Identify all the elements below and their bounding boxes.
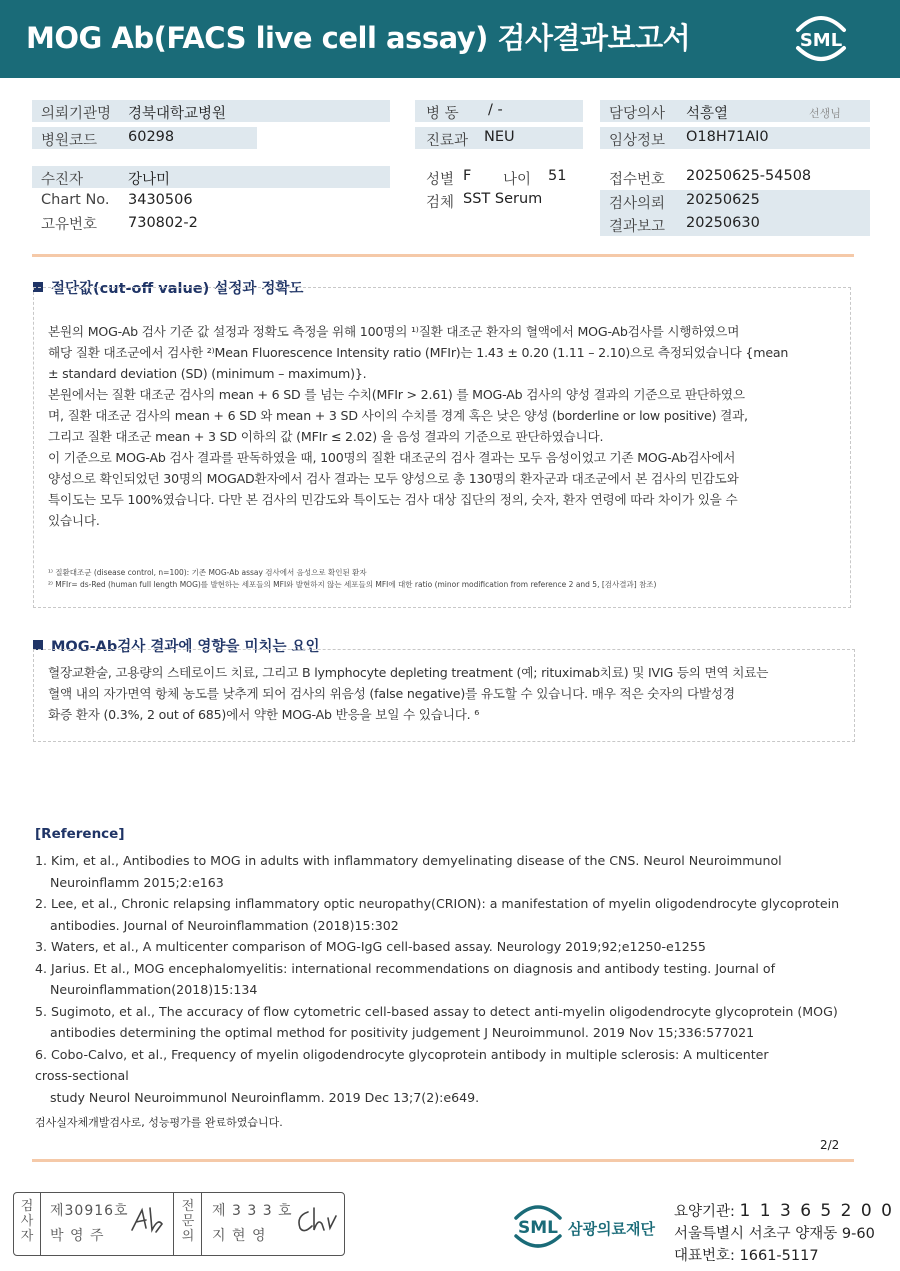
reference-line: 6. Cobo-Calvo, et al., Frequency of myelin oligodendrocyte glycoprotein antibody in multiple sclerosis: A multicenter — [35, 1046, 769, 1062]
section1-body — [48, 321, 838, 531]
section1-line: 그리고 질환 대조군 mean + 3 SD 이하의 값 (MFIr ≤ 2.02) 을 음성 결과의 기준으로 판단하였습니다. — [48, 429, 604, 444]
institution-value: 경북대학교병원 — [128, 106, 227, 122]
header-logo-text: SML — [799, 30, 843, 51]
signature-left-name: 박 영 주 — [50, 1228, 105, 1244]
divider-bottom — [32, 1159, 854, 1162]
reference-line: 3. Waters, et al., A multicenter comparison of MOG-IgG cell-based assay. Neurology 2019;92;e1250-e1255 — [35, 939, 706, 954]
section1-title-text: 절단값(cut-off value) 설정과 정확도 — [51, 281, 304, 297]
reference-line: 5. Sugimoto, et al., The accuracy of flow cytometric cell-based assay to detect anti-myelin oligodendrocyte glycoprotein (MOG) — [35, 1003, 838, 1019]
reference-line: 2. Lee, et al., Chronic relapsing inflammatory optic neuropathy(CRION): a manifestation of myelin oligodendrocyte glycoprotein — [35, 896, 840, 911]
patient-label: 수진자 — [41, 172, 84, 188]
doctor-suffix: 선생님 — [809, 107, 841, 120]
specimen-label: 검체 — [426, 195, 455, 211]
reference-list — [35, 850, 855, 1108]
reference-line: cross-sectional — [35, 1068, 129, 1083]
ward-value: / - — [488, 102, 503, 118]
signature-right-license: 제 3 3 3 호 — [212, 1203, 293, 1219]
sml-footer-logo-icon — [510, 1200, 566, 1252]
reference-title: [Reference] — [35, 826, 125, 842]
section1-line: 양성으로 확인되었던 30명의 MOGAD환자에서 검사 결과는 모두 양성으로 총 130명의 환자군과 대조군에서 본 검사의 민감도와 — [48, 471, 739, 486]
id-label: 고유번호 — [41, 217, 98, 233]
reference-line: 1. Kim, et al., Antibodies to MOG in adults with inflammatory demyelinating disease of the CNS. Neurol Neuroimmunol — [35, 853, 782, 868]
doctor-label: 담당의사 — [609, 106, 666, 122]
organization-address: 서울특별시 서초구 양재동 9-60 — [674, 1226, 875, 1242]
signature-left-label — [16, 1199, 38, 1244]
signature-divider — [173, 1192, 174, 1256]
patient-value: 강나미 — [128, 172, 171, 188]
organization-name: 삼광의료재단 — [568, 1220, 655, 1238]
clinical-label: 임상정보 — [609, 133, 666, 149]
signature-divider — [201, 1192, 202, 1256]
signature-right-label — [177, 1199, 199, 1244]
reference-line: study Neurol Neuroimmunol Neuroinflamm. 2019 Dec 13;7(2):e649. — [50, 1089, 480, 1105]
section1-line: 본원의 MOG-Ab 검사 기준 값 설정과 정확도 측정을 위해 100명의 ¹⁾질환 대조군 환자의 혈액에서 MOG-Ab검사를 시행하였으며 — [48, 324, 740, 339]
organization-phone — [674, 1244, 819, 1265]
request-value: 20250625 — [686, 192, 760, 208]
organization-phone-label: 대표번호: — [674, 1248, 735, 1264]
reference-line: Neuroinflamm 2015;2:e163 — [50, 874, 224, 890]
divider-top — [32, 254, 854, 257]
section1-line: 해당 질환 대조군에서 검사한 ²⁾Mean Fluorescence Intensity ratio (MFIr)는 1.43 ± 0.20 (1.11 – 2.10)으로 측정되었습니다 {mean — [48, 345, 789, 360]
footer-logo-text: SML — [518, 1218, 558, 1238]
completion-note: 검사실자체개발검사로, 성능평가를 완료하였습니다. — [35, 1116, 283, 1129]
section1-line: 이 기준으로 MOG-Ab 검사 결과를 판독하였을 때, 100명의 질환 대조군의 검사 결과는 모두 음성이었고 기존 MOG-Ab검사에서 — [48, 450, 736, 465]
page-number: 2/2 — [820, 1138, 840, 1152]
signature-right-char: 문 — [181, 1214, 195, 1229]
chart-label: Chart No. — [41, 192, 110, 208]
doctor-value: 석흥열 — [686, 106, 729, 122]
signature-left-license: 제30916호 — [50, 1203, 129, 1219]
signature-right-char: 의 — [181, 1229, 195, 1244]
signature-left-char: 사 — [20, 1214, 34, 1229]
reference-line: 4. Jarius. Et al., MOG encephalomyelitis: international recommendations on diagnosis and antibody testing. Journal of — [35, 960, 776, 976]
id-value: 730802-2 — [128, 215, 198, 231]
organization-code — [674, 1200, 894, 1221]
institution-label: 의뢰기관명 — [41, 106, 112, 122]
section2-body — [48, 662, 838, 725]
footnote-1: ¹⁾ 질환대조군 (disease control, n=100): 기존 MOG-Ab assay 검사에서 음성으로 확인된 환자 — [48, 568, 367, 577]
organization-code-value: 1 1 3 6 5 2 0 0 — [739, 1201, 894, 1221]
department-value: NEU — [484, 129, 515, 145]
reference-line: Neuroinflammation(2018)15:134 — [50, 982, 258, 997]
reference-line: antibodies. Journal of Neuroinflammation (2018)15:302 — [50, 917, 399, 933]
chart-value: 3430506 — [128, 192, 193, 208]
patient-row — [32, 166, 390, 188]
ward-label: 병 동 — [426, 106, 459, 122]
age-label: 나이 — [503, 172, 532, 188]
signature-left-char: 검 — [20, 1199, 34, 1214]
report-label: 결과보고 — [609, 219, 666, 235]
department-label: 진료과 — [426, 133, 469, 149]
receipt-label: 접수번호 — [609, 172, 666, 188]
section2-line: 혈장교환술, 고용량의 스테로이드 치료, 그리고 B lymphocyte depleting treatment (예; rituximab치료) 및 IVIG 등의 면역 치료는 — [48, 665, 769, 680]
signature-right-char: 전 — [181, 1199, 195, 1214]
section2-title-text: MOG-Ab검사 결과에 영향을 미치는 요인 — [51, 639, 320, 655]
signature-left-char: 자 — [20, 1229, 34, 1244]
organization-code-label: 요양기관: — [674, 1204, 735, 1220]
hospital-code-value: 60298 — [128, 129, 175, 145]
section1-line: 특이도는 모두 100%였습니다. 다만 본 검사의 민감도와 특이도는 검사 대상 집단의 정의, 숫자, 환자 연령에 따라 차이가 있을 수 — [48, 492, 738, 507]
section1-line: 있습니다. — [48, 513, 100, 528]
sml-logo-icon — [790, 10, 852, 66]
section1-line: ± standard deviation (SD) (minimum – maximum)}. — [48, 366, 367, 381]
signature-left-scribble-icon — [128, 1204, 168, 1236]
sex-value: F — [463, 168, 472, 184]
request-label: 검사의뢰 — [609, 196, 666, 212]
signature-right-name: 지 현 영 — [212, 1228, 267, 1244]
hospital-code-label: 병원코드 — [41, 133, 98, 149]
signature-divider — [40, 1192, 41, 1256]
organization-phone-value: 1661-5117 — [739, 1248, 819, 1264]
section1-line: 며, 질환 대조군 검사의 mean + 6 SD 와 mean + 3 SD 사이의 수치를 경계 혹은 낮은 양성 (borderline or low positive) 결과, — [48, 408, 748, 423]
report-title: MOG Ab(FACS live cell assay) 검사결과보고서 — [26, 21, 691, 55]
section1-line: 본원에서는 질환 대조군 검사의 mean + 6 SD 를 넘는 수치(MFIr > 2.61) 를 MOG-Ab 검사의 양성 결과의 기준으로 판단하였으 — [48, 387, 745, 402]
reference-line: antibodies determining the optimal method for positivity judgement J Neuroimmunol. 2019 Nov 15;336:577021 — [50, 1025, 755, 1040]
sex-label: 성별 — [426, 172, 455, 188]
clinical-value: O18H71AI0 — [686, 129, 769, 145]
age-value: 51 — [548, 168, 567, 184]
specimen-value: SST Serum — [463, 191, 543, 207]
footnote-2: ²⁾ MFIr= ds-Red (human full length MOG)를 발현하는 세포들의 MFI와 발현하지 않는 세포들의 MFI에 대한 ratio (minor modification from reference 2 and 5, [검사결과] 참조) — [48, 580, 657, 589]
receipt-value: 20250625-54508 — [686, 168, 812, 184]
report-value: 20250630 — [686, 215, 760, 231]
section2-line: 화증 환자 (0.3%, 2 out of 685)에서 약한 MOG-Ab 반응을 보일 수 있습니다. ⁶ — [48, 707, 480, 722]
signature-right-scribble-icon — [294, 1204, 338, 1236]
section2-line: 혈액 내의 자가면역 항체 농도를 낮추게 되어 검사의 위음성 (false negative)를 유도할 수 있습니다. 매우 적은 숫자의 다발성경 — [48, 686, 735, 701]
